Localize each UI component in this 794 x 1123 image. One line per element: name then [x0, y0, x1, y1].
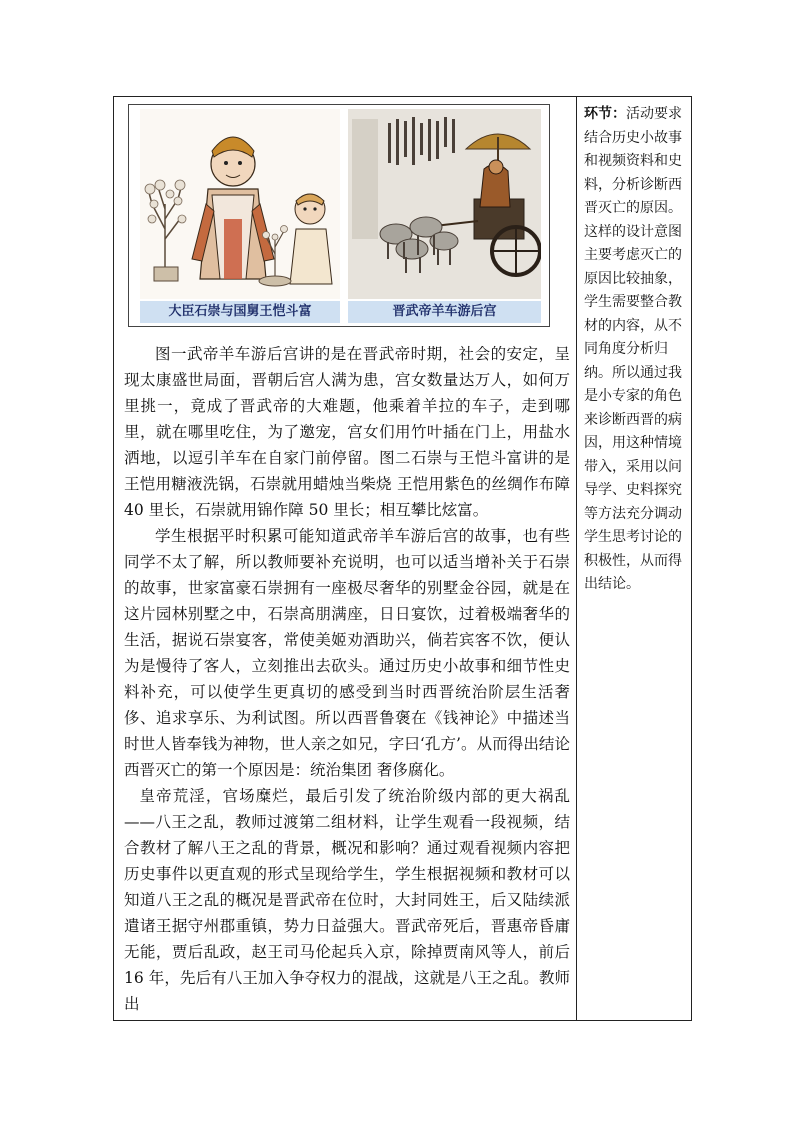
main-column — [114, 97, 576, 1020]
caption-right: 晋武帝羊车游后宫 — [348, 301, 541, 323]
painting-drawing — [348, 109, 541, 299]
side-column — [577, 97, 691, 1020]
lesson-table — [113, 96, 692, 1021]
side-note — [584, 103, 688, 597]
paragraph-1: 图一武帝羊车游后宫讲的是在晋武帝时期，社会的安定，呈现太康盛世局面，晋朝后宫人满为患，宫女数量达万人，如何万里挑一，竟成了晋武帝的大难题，他乘着羊拉的车子，走到哪里，就在哪里吃住，为了邀宠，宫女们用竹叶插在门上，用盐水洒地，以逗引羊车在自家门前停留。图二石崇与王恺斗富讲的是王恺用糖液洗锅，石崇就用蜡烛当柴烧 王恺用紫色的丝绸作布障 40 里长，石崇就用锦作障 50 里长；相互攀比炫富。 — [124, 345, 570, 519]
figure-frame — [128, 104, 550, 327]
paragraph-3: 皇帝荒淫，官场糜烂，最后引发了统治阶级内部的更大祸乱——八王之乱，教师过渡第二组材料，让学生观看一段视频，结合教材了解八王之乱的背景，概况和影响？通过观看视频内容把历史事件以更直观的形式呈现给学生，学生根据视频和教材可以知道八王之乱的概况是晋武帝在位时，大封同姓王，后又陆续派遣诸王据守州郡重镇，势力日益强大。晋武帝死后，晋惠帝昏庸无能，贾后乱政，赵王司马伦起兵入京，除掉贾南风等人，前后 16 年，先后有八王加入争夺权力的混战，这就是八王之乱。教师出 — [124, 787, 570, 1013]
side-note-label: 环节： — [584, 106, 626, 122]
side-note-text: 活动要求结合历史小故事和视频资料和史料，分析诊断西晋灭亡的原因。这样的设计意图主要考虑灭亡的原因比较抽象，学生需要整合教材的内容，从不同角度分析归纳。所以通过我是小专家的角色来诊断西晋的病因，用这种情境带入，采用以问导学、史料探究等方法充分调动学生思考讨论的积极性，从而得出结论。 — [584, 106, 682, 592]
cartoon-drawing — [140, 109, 340, 299]
caption-left: 大臣石崇与国舅王恺斗富 — [140, 301, 340, 323]
painting-illustration — [348, 109, 541, 299]
cartoon-illustration — [140, 109, 340, 299]
body-text — [124, 341, 570, 1017]
paragraph-2: 学生根据平时积累可能知道武帝羊车游后宫的故事，也有些同学不太了解，所以教师要补充说明，也可以适当增补关于石崇的故事，世家富豪石崇拥有一座极尽奢华的别墅金谷园，就是在这片园林别墅之中，石崇高朋满座，日日宴饮，过着极端奢华的生活，据说石崇宴客，常使美姬劝酒助兴，倘若宾客不饮，便认为是慢待了客人，立刻推出去砍头。通过历史小故事和细节性史料补充，可以使学生更真切的感受到当时西晋统治阶层生活奢侈、追求享乐、为利试图。所以西晋鲁褒在《钱神论》中描述当时世人皆奉钱为神物，世人亲之如兄，字曰‘孔方’。从而得出结论西晋灭亡的第一个原因是：统治集团 奢侈腐化。 — [124, 527, 570, 779]
